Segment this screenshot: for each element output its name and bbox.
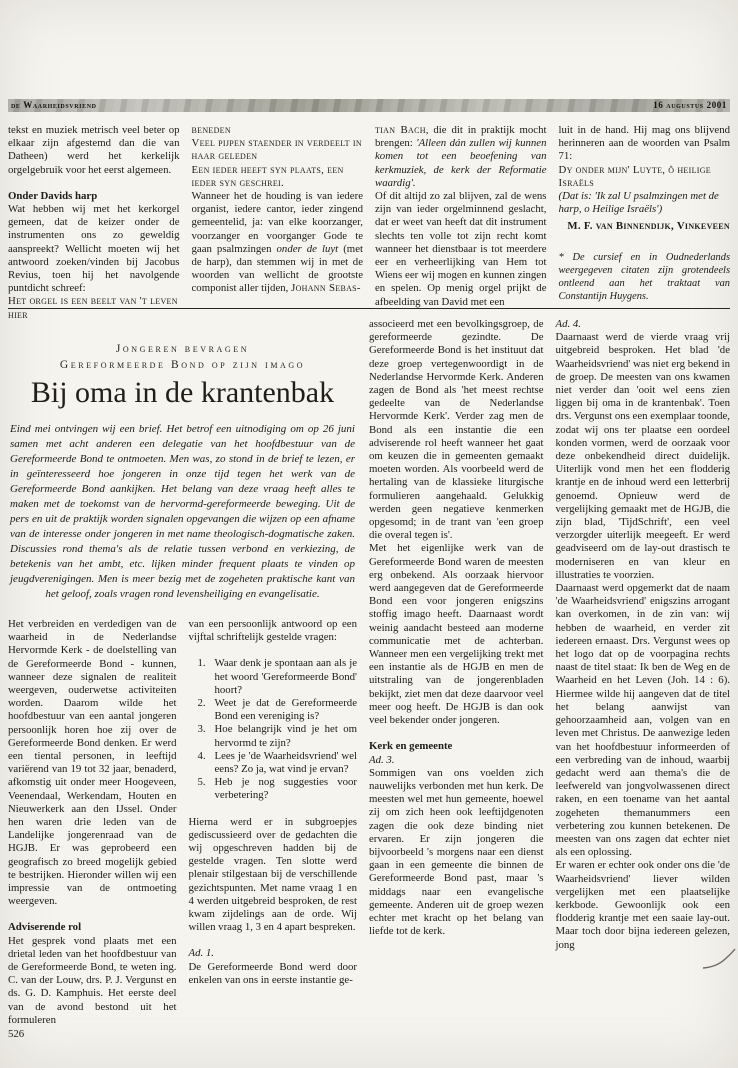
article-title: Bij oma in de krantenbak <box>30 376 335 409</box>
subheading-ad-1: Ad. 1. <box>188 947 214 960</box>
article-column-2 <box>189 618 358 1041</box>
top-column-4 <box>559 124 731 322</box>
subheading-ad-3: Ad. 3. <box>369 753 395 766</box>
psalm-translation: (Dat is: 'Ik zal U psalmzingen met de harp, o Heilige Israëls') <box>558 190 719 216</box>
question-text: Heb je nog suggesties voor verbetering? <box>214 776 357 802</box>
paragraph: Daarnaast werd de vierde vraag vrij uitgebreid besproken. Het blad 'de Waarheidsvriend' was niet erg bekend in de groep. De meesten van ons kwamen niet verder dan 'ooit wel eens zien liggen bij oma in de krantenbak'. Toen drs. Vergunst ons een exemplaar toonde, zodat wij ons ter plaatse een oordeel konden vormen, werd de oorzaak voor deze onbekendheid direct duidelijk. Uiterlijk vond men het een flodderig krantje en de inhoud werd een letterbrij genoemd. Opnieuw werd de vergelijking gemaakt met de HGJB, die zijn blad, 'TijdSchrift', een veel verzorgder uiterlijk meegeeft. Er werd geadviseerd om de lay-out drastisch te moderniseren en van kleur en illustraties te voorzien. <box>555 331 730 581</box>
article-columns-1-2 <box>8 618 357 1041</box>
kicker-line-1: Jongeren bevragen <box>115 343 250 355</box>
organ-article-section <box>8 124 730 322</box>
question-number: 5. <box>197 776 206 789</box>
question-item <box>198 776 358 802</box>
article-header <box>8 342 357 409</box>
poem-line: Veel pijpen staender in verdeelt in haar geleden <box>191 137 362 163</box>
question-number: 2. <box>197 697 206 710</box>
poem-line: Het orgel is een beelt van 't leven hier <box>8 295 178 321</box>
question-number: 4. <box>197 749 206 762</box>
kicker-line-2: Gereformeerde Bond op zijn imago <box>59 358 306 371</box>
article-lead-paragraph: Eind mei ontvingen wij een brief. Het betrof een uitnodiging om op 26 juni samen met acht anderen een delegatie van het hoofdbestuur van de Gereformeerde Bond te ontmoeten. Men was, zo stond in de brief te lezen, er in geïnteresseerd hoe jongeren in onze tijd tegen het werk van de Gereformeerde Bond aankijken. Het belang van deze vraag heeft alles te maken met de toekomst van de hervormd-gereformeerde beweging. Uit de pers en uit de praktijk worden signalen opgevangen die wijzen op een afname van de interesse onder jongeren in met name theologisch-dogmatische zaken. Discussies rond thema's als de relatie tussen verbond en verkiezing, de betekenis van het ambt, etc. lijken minder frequent plaats te vinden op jeugdverenigingen. Men is meer bezig met de zogeheten praktische kant van het geloof, zoals vragen rond levensheiliging en evangelisatie. <box>10 423 355 600</box>
paragraph: Sommigen van ons voelden zich nauwelijks verbonden met hun kerk. De meesten wel met hun gemeente, hoewel zij om zich heen ook leeftijdgenoten zagen die ook deze binding niet ervaren. Er zijn jongeren die bijvoorbeeld 's morgens naar een dienst gaan in een gemeente die binnen de Gereformeerde Bond past, maar 's middags naar een evangelische gemeente. Anderen uit de groep wezen echter met kracht op het belang van liefde tot de kerk. <box>369 766 544 938</box>
question-item <box>198 723 358 749</box>
paragraph: van een persoonlijk antwoord op een vijftal schriftelijk gestelde vragen: <box>188 618 357 644</box>
question-item <box>198 697 358 723</box>
paragraph: Of dit altijd zo zal blijven, zal de wens zijn van ieder orgelminnend geslacht, dat er weet van heeft dat dit instrument slechts ten volle tot zijn recht komt wanneer het dienstbaar is tot meerdere eer en verheerlijking van Hem tot Wiens eer wij mogen en kunnen zingen en spelen. Op menig orgel prijkt de afbeelding van David met een <box>375 190 547 308</box>
question-text: Weet je dat de Gereformeerde Bond een vereniging is? <box>214 697 357 723</box>
article-column-4 <box>556 318 731 1041</box>
paragraph: De Gereformeerde Bond werd door enkelen van ons in eerste instantie ge- <box>188 960 357 986</box>
paragraph: Met het eigenlijke werk van de Gereformeerde Bond waren de meesten erg onbekend. Als oorzaak hiervoor werd aangegeven dat de Gereformeerde Bond een voor jongeren enigszins stoffig imago heeft. Daarnaast wordt weinig aandacht besteed aan moderne communicatie met de achterban. Wanneer men een vergelijking trekt met een instantie als de HGJB en men de uitstraling van de jongerenbladen bekijkt, ziet men dat deze daarvoor veel meer oog heeft. De HGJB is dan ook veel bekender onder jongeren. <box>369 542 544 727</box>
question-item <box>198 750 358 776</box>
paragraph: associeerd met een bevolkingsgroep, de gereformeerde gezindte. De Gereformeerde Bond is het instituut dat deze groep vertegenwoordigt in de Nederlandse Hervormde Kerk. Anderen zagen de Bond als 'het meest rechtse gedeelte van de Nederlandse Hervormde Kerk'. Verder zag men de Bond als een instantie die een adviserende rol heeft wanneer het gaat om keuzen die in gemeenten gemaakt moeten worden. Als voorbeeld werd de hertaling van de klassieke liturgische formulieren aangehaald. Gelukkig werden geen negatieve kenmerken opgesomd; in de trant van 'een groep die overal tegen is'. <box>369 318 544 542</box>
section-divider-rule <box>8 308 730 309</box>
article-kicker <box>8 342 357 373</box>
masthead-bar <box>8 99 730 112</box>
paragraph: Daarnaast werd opgemerkt dat de naam 'de Waarheidsvriend' enigszins arrogant kan overkomen, in de zin van: wij hebben de waarheid, en verder zit iedereen ernaast. Drs. Vergunst wees op het logo dat op de voorpagina rechts naast de titel staat: Ik ben de Weg en de Waarheid en het Leven (Joh. 14 : 6). Hiermee wilde hij aangeven dat de titel het belang aanwijst van gehoorzaamheid aan, volgen van en leven met Christus. De aanwezige leden van het hoofdbestuur informeerden of een verbreding van de inhoud, waarbij gedacht werd aan thema's die de leefwereld van jongvolwassenen direct raken, en een toename van het aantal zogeheten themanummers een verbetering zou kunnen betekenen. De meesten van ons zagen dat echter niet als een oplossing. <box>555 582 730 859</box>
question-item <box>198 657 358 697</box>
question-text: Waar denk je spontaan aan als je het woord 'Gereformeerde Bond' hoort? <box>214 657 357 696</box>
question-text: Lees je 'de Waarheidsvriend' wel eens? Zo ja, wat vind je ervan? <box>214 749 357 776</box>
paragraph: Wat hebben wij met het kerkorgel gemeen, dat de keizer onder de instrumenten ons zo geweldig aanspreekt? Wellicht moeten wij het antwoord zoeken/vinden bij Jacobus Revius, toen hij het navolgende puntdicht schreef: <box>8 203 180 295</box>
paragraph: tian Bach, die dit in praktijk mocht brengen: 'Alleen dán zullen wij kunnen komen tot een beoefening van kerkmuziek, de kerk der Reformatie waardig'. <box>375 124 547 189</box>
poem-line: Een ieder heeft syn plaats, een ieder syn geschrei. <box>191 163 344 189</box>
page-number: 526 <box>8 1028 25 1041</box>
paragraph: tekst en muziek metrisch veel beter op elkaar zijn afgestemd dan die van Datheen) werd het kerkelijk orgelgebruik voor het eerst algemeen. <box>8 124 180 176</box>
poem-line: beneden <box>191 124 231 136</box>
question-text: Hoe belangrijk vind je het om hervormd te zijn? <box>214 723 357 749</box>
section-heading: Kerk en gemeente <box>369 740 453 753</box>
psalm-quote-line: Dy onder mijn' Luyte, ô heilige Israëls <box>558 163 711 189</box>
issue-date: 16 augustus 2001 <box>653 100 727 110</box>
paragraph: Het gesprek vond plaats met een drietal leden van het hoofdbestuur van de Gereformeerde Bond, te weten ing. C. van der Louw, drs. P. J. Vergunst en ds. G. D. Kamphuis. Het eerste deel van de avond bestond uit het formuleren <box>8 934 177 1026</box>
article-column-3 <box>369 318 544 1041</box>
article-left-half <box>8 318 357 1041</box>
question-list <box>189 657 358 802</box>
top-column-1 <box>8 124 180 322</box>
main-article-section <box>8 318 730 1041</box>
paragraph: Het verbreiden en verdedigen van de waarheid in de Nederlandse Hervormde Kerk - de doelstelling van de Gereformeerde Bond - kunnen, wanneer deze signalen de realiteit weergeven, ouderwetse activiteiten worden. Daarom wilde het hoofdbestuur van een aantal jongeren persoonlijk horen hoe zij over de Gereformeerde Bond denken. Er werd een tiental personen, in leeftijd variërend van 19 tot 32 jaar, benaderd, afkomstig uit onder meer Hoogeveen, Veenendaal, Werkendam, Houten en Nieuwerkerk aan den IJssel. Onder hen waren drie leden van de Landelijke jongerenraad van de HGJB. Er was geprobeerd een geografisch zo breed mogelijk gebied te bestrijken. Hieronder willen wij een impressie van de ontmoeting weergeven. <box>8 618 177 908</box>
section-heading: Onder Davids harp <box>8 189 98 202</box>
footnote: * De cursief en in Oudnederlands weergegeven citaten zijn grotendeels ontleend aan het traktaat van Constantijn Huygens. <box>558 251 730 303</box>
publication-name: de Waarheidsvriend <box>11 100 97 110</box>
paragraph: Wanneer het de houding is van iedere organist, iedere cantor, ieder zingend gemeentelid, ja: van elke koorzanger, voorzanger en voorganger Gode te gaan psalmzingen onder de luyt (met de harp), dan stemmen wij in met de woorden van wellicht de grootste componist aller tijden, Johann Sebas- <box>191 190 363 295</box>
page-corner-flourish-mark <box>702 948 736 970</box>
question-number: 3. <box>197 723 206 736</box>
paragraph: Hierna werd er in subgroepjes gediscussieerd over de gedachten die wij opgeschreven hadden bij de gestelde vragen. Ten slotte werd plenair stilgestaan bij de verschillende gezichtspunten. Met name vraag 1 en 4 werden uitgebreid besproken, de rest kwam zijdelings aan de orde. Wij willen vraag 1, 3 en 4 apart bespreken. <box>188 815 357 934</box>
subheading-ad-4: Ad. 4. <box>555 318 581 330</box>
top-column-3 <box>375 124 547 322</box>
section-heading: Adviserende rol <box>8 921 82 934</box>
article-column-1 <box>8 618 177 1041</box>
paragraph: luit in de hand. Hij mag ons blijvend herinneren aan de woorden van Psalm 71: <box>558 124 730 163</box>
question-number: 1. <box>197 657 206 670</box>
paragraph: Er waren er echter ook onder ons die 'de Waarheidsvriend' liever wilden vergelijken met een plaatselijke kerkbode. Gewoonlijk ook een flodderig krantje met een saaie lay-out. Maar toch door bijna iedereen gelezen, jong <box>555 859 730 951</box>
author-byline: M. F. van Binnendijk, Vinkeveen <box>567 220 730 233</box>
top-column-2 <box>192 124 364 322</box>
